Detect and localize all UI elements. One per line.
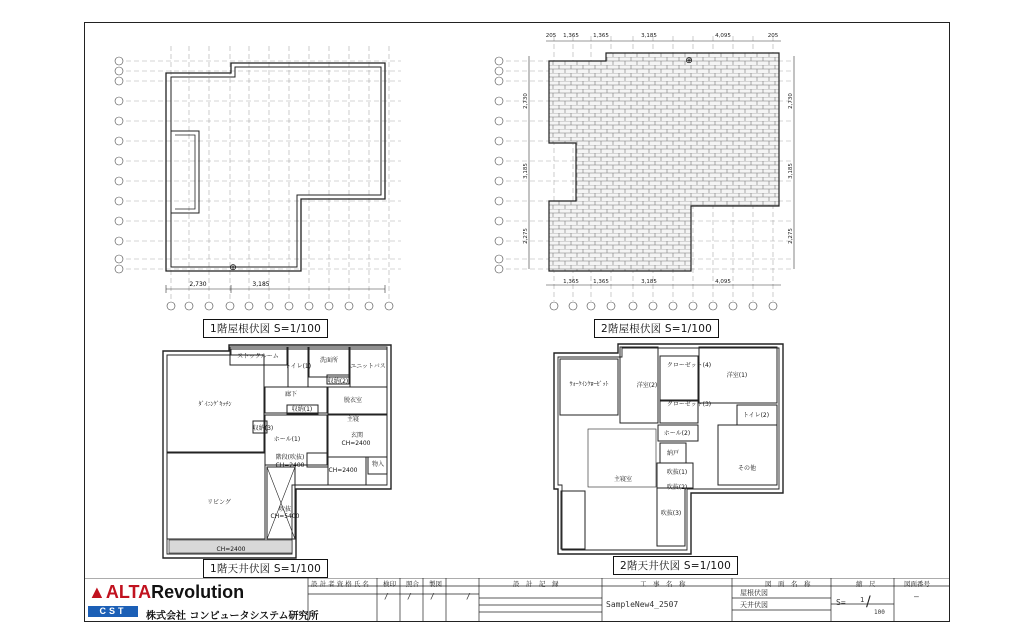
stamp-check: / <box>384 592 389 601</box>
grid-bubble <box>245 302 253 310</box>
dim-label: 2,730 <box>523 93 529 109</box>
room-label: CH=2400 <box>341 440 371 447</box>
drawing-canvas <box>85 23 951 579</box>
grid-bubbles <box>115 57 393 310</box>
grid-bubble <box>749 302 757 310</box>
room-label: 洋室(1) <box>726 372 748 379</box>
room-label: ユニットバス <box>350 363 386 370</box>
grid-bubble <box>305 302 313 310</box>
room-label: 吹抜 <box>278 506 292 513</box>
room-label: CH=2400 <box>275 462 305 469</box>
scale-denominator: 100 <box>874 609 885 616</box>
room-label: 吹抜(3) <box>660 510 682 517</box>
grid-bubble <box>495 117 503 125</box>
grid-bubble <box>345 302 353 310</box>
room-label: ｳｫｰｸｲﾝｸﾛｰｾﾞｯﾄ <box>569 381 609 388</box>
header-designer: 設 計 者 資 格 氏 名 <box>311 580 369 588</box>
drawing-number: — <box>914 592 919 601</box>
grid-bubble <box>587 302 595 310</box>
grid-bubble <box>495 265 503 273</box>
grid-bubble <box>689 302 697 310</box>
company-name: 株式会社 コンピュータシステム研究所 <box>146 611 319 622</box>
dim-label: 2,275 <box>523 228 529 244</box>
stamp-verify: / <box>407 592 412 601</box>
room-label: ストックルーム <box>237 353 279 360</box>
grid-bubble <box>325 302 333 310</box>
grid-bubble <box>495 97 503 105</box>
grid-bubble <box>495 217 503 225</box>
dim-label: 1,365 <box>593 279 609 285</box>
room-label: 廊下 <box>284 391 298 398</box>
header-number: 図面番号 <box>904 580 930 588</box>
caption-ceiling-1f: 1階天井伏図 S=1/100 <box>203 559 328 578</box>
room-label: 吹抜(1) <box>666 469 688 476</box>
room-label: ホール(1) <box>273 436 301 443</box>
room-label: CH=2400 <box>216 546 246 553</box>
header-draft: 製図 <box>429 580 442 588</box>
room-label: CH=5400 <box>270 513 300 520</box>
roof-outline-inner <box>171 67 381 267</box>
grid-bubble <box>115 255 123 263</box>
grid-bubble <box>729 302 737 310</box>
stamp-draft: / <box>430 592 435 601</box>
grid-bubble <box>569 302 577 310</box>
grid-bubble <box>115 157 123 165</box>
room-label: 主寝 <box>346 416 360 423</box>
eave-notch-inner <box>175 135 195 209</box>
ceiling-plan-2f <box>554 344 783 554</box>
grid-bubble <box>669 302 677 310</box>
room-label: 物入 <box>371 461 385 468</box>
grid-bubble <box>265 302 273 310</box>
dim-label: 1,365 <box>563 279 579 285</box>
grid-bubble <box>115 97 123 105</box>
header-check: 検印 <box>383 580 396 588</box>
dim-label: 3,185 <box>523 163 529 179</box>
grid-bubble <box>495 67 503 75</box>
grid-bubble <box>495 197 503 205</box>
header-drawing: 図 面 名 称 <box>765 580 811 588</box>
room-label: 主寝室 <box>613 476 633 483</box>
room-label: ホール(2) <box>663 430 691 437</box>
grid-lines <box>126 46 401 301</box>
room-label: リビング <box>207 499 231 506</box>
room-label: 収納(3) <box>252 425 274 432</box>
grid-bubble <box>115 177 123 185</box>
grid-bubble <box>226 302 234 310</box>
ceiling-plan-1f <box>163 345 391 558</box>
drawing-sheet <box>84 22 950 622</box>
grid-bubble <box>185 302 193 310</box>
grid-bubble <box>115 117 123 125</box>
room-label: クローゼット(3) <box>666 401 712 408</box>
dim-label: 3,185 <box>252 281 270 288</box>
grid-bubble <box>115 67 123 75</box>
grid-bubble <box>115 57 123 65</box>
grid-bubble <box>709 302 717 310</box>
room-label: CH=2400 <box>328 467 358 474</box>
room-label: 階段(吹抜) <box>275 454 305 461</box>
room-label: 納戸 <box>666 450 680 457</box>
roof-plan-1f <box>115 46 401 310</box>
room-label: 洗面所 <box>319 357 339 364</box>
scale-numerator: 1 <box>860 596 865 604</box>
dim-label: 1,365 <box>563 33 579 39</box>
caption-roof-1f: 1階屋根伏図 S=1/100 <box>203 319 328 338</box>
dim-label: 4,095 <box>715 33 731 39</box>
room-label: トイレ(2) <box>742 412 770 419</box>
room-label: 収納(2) <box>327 378 349 385</box>
grid-bubble <box>649 302 657 310</box>
caption-ceiling-2f: 2階天井伏図 S=1/100 <box>613 556 738 575</box>
scale-prefix: S= <box>836 598 846 607</box>
dim-label: 205 <box>767 33 779 39</box>
dim-label: 2,275 <box>788 228 794 244</box>
grid-bubble <box>495 157 503 165</box>
room-label: その他 <box>737 465 757 472</box>
grid-bubble <box>385 302 393 310</box>
dim-label: 205 <box>545 33 557 39</box>
drawing-name-2: 天井伏図 <box>740 601 768 609</box>
room-label: トイレ(1) <box>284 363 312 370</box>
grid-bubble <box>607 302 615 310</box>
grid-bubble <box>495 77 503 85</box>
roof-plan-2f <box>495 33 794 310</box>
grid-bubble <box>115 77 123 85</box>
room-label: 洋室(2) <box>636 382 658 389</box>
project-name: SampleNew4_2507 <box>606 600 679 609</box>
dim-label: 3,185 <box>641 279 657 285</box>
cst-logo: CST <box>88 606 138 617</box>
grid-bubble <box>495 255 503 263</box>
grid-bubble <box>115 265 123 273</box>
dim-label: 1,365 <box>593 33 609 39</box>
grid-bubble <box>629 302 637 310</box>
grid-bubble <box>495 137 503 145</box>
grid-bubble <box>115 137 123 145</box>
dim-label: 3,185 <box>641 33 657 39</box>
outer-wall <box>554 344 783 554</box>
dim-label: 4,095 <box>715 279 731 285</box>
grid-bubble <box>115 217 123 225</box>
drawing-name-1: 屋根伏図 <box>740 589 768 597</box>
dim-label: 2,730 <box>189 281 207 288</box>
room-label: 脱衣室 <box>343 397 363 404</box>
dim-label: 2,730 <box>788 93 794 109</box>
header-verify: 照合 <box>406 580 419 588</box>
grid-bubble <box>495 57 503 65</box>
grid-bubble <box>205 302 213 310</box>
brand-logo: ▲ALTARevolution <box>88 582 245 602</box>
ridge-mark: ⊕ <box>229 263 237 273</box>
roof-hatched <box>549 53 779 271</box>
ridge-mark: ⊕ <box>685 56 693 66</box>
room-label: 吹抜(2) <box>666 484 688 491</box>
grid-bubble <box>769 302 777 310</box>
grid-bubble <box>495 177 503 185</box>
grid-bubble <box>167 302 175 310</box>
dim-label: 3,185 <box>788 163 794 179</box>
grid-bubble <box>550 302 558 310</box>
header-scale: 縮 尺 <box>856 580 876 588</box>
grid-bubble <box>495 237 503 245</box>
room-label: 玄関 <box>350 432 364 439</box>
header-design-record: 設 計 記 録 <box>513 580 559 588</box>
grid-bubble <box>115 197 123 205</box>
header-project: 工 事 名 称 <box>640 580 686 588</box>
grid-bubble <box>115 237 123 245</box>
grid-bubble <box>365 302 373 310</box>
room-label: 収納(1) <box>291 406 313 413</box>
caption-roof-2f: 2階屋根伏図 S=1/100 <box>594 319 719 338</box>
room-label: クローゼット(4) <box>666 362 712 369</box>
stamp-extra: / <box>466 592 471 601</box>
scale-slash: / <box>866 594 871 610</box>
room-label: ﾀﾞｲﾆﾝｸﾞｷｯﾁﾝ <box>198 401 232 408</box>
grid-bubble <box>285 302 293 310</box>
